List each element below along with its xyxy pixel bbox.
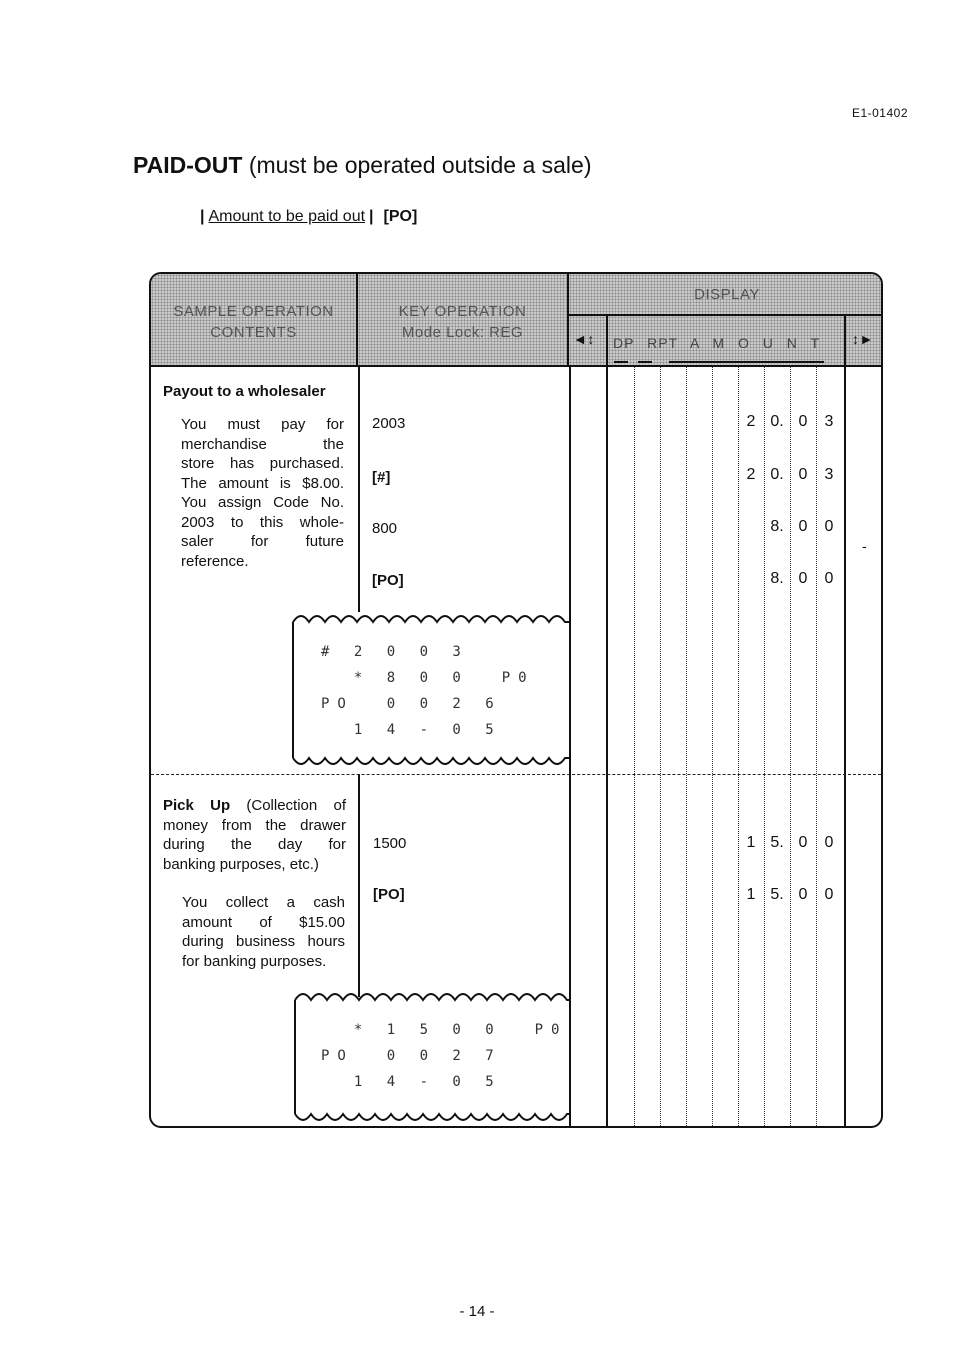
case-1-key: 800 <box>372 520 398 537</box>
display-column-guide <box>738 367 739 1128</box>
page-title <box>133 152 592 179</box>
display-digit: 0 <box>798 466 808 483</box>
syntax-bar-right: | <box>369 208 374 225</box>
operation-syntax <box>196 208 417 226</box>
stray-mark: - <box>862 538 867 554</box>
document-code: E1-01402 <box>851 106 908 120</box>
column-rule <box>358 774 360 997</box>
header-contents-line1: SAMPLE OPERATION <box>173 303 334 320</box>
case-2-heading <box>163 796 346 816</box>
display-digit: 0 <box>798 570 808 587</box>
display-column-guide <box>816 367 817 1128</box>
case-2-line: during the day for <box>163 836 346 853</box>
case-2-key: [PO] <box>373 886 405 903</box>
display-digit: 0. <box>770 413 784 430</box>
display-column-guide <box>686 367 687 1128</box>
page-number: - 14 - <box>459 1303 495 1320</box>
left-arrow-icon: ◄↕ <box>573 331 595 347</box>
receipt-2-line: 1 4 - 0 5 <box>321 1074 502 1090</box>
display-digit: 5. <box>770 834 784 851</box>
case-2-example <box>182 893 345 971</box>
display-digit: 0 <box>824 518 834 535</box>
display-digit: 3 <box>824 413 834 430</box>
header-key-line2: Mode Lock: REG <box>401 324 524 341</box>
case-2-title: Pick Up <box>163 797 231 814</box>
display-digit: 0 <box>798 518 808 535</box>
display-digit: 0 <box>824 886 834 903</box>
display-digit: 2 <box>746 413 756 430</box>
operation-table <box>149 272 883 1128</box>
case-2-line: money from the drawer <box>163 816 346 834</box>
display-digit: 0 <box>824 834 834 851</box>
case-2-line: banking purposes, etc.) <box>163 855 319 873</box>
case-1-key: 2003 <box>372 415 406 432</box>
case-1-line: 2003 to this whole- <box>181 513 344 531</box>
case-1-key: [PO] <box>372 572 404 589</box>
display-column-guide <box>712 367 713 1128</box>
case-2-line: for banking purposes. <box>182 952 327 970</box>
case-2-key: 1500 <box>373 835 407 852</box>
display-digit: 3 <box>824 466 834 483</box>
syntax-bar-left: | <box>200 208 205 225</box>
display-digit: 0 <box>824 570 834 587</box>
column-rule <box>606 367 608 1128</box>
header-key-line1: KEY OPERATION <box>398 303 527 320</box>
receipt-1-line: # 2 0 0 3 <box>321 644 469 660</box>
display-digit: 1 <box>746 886 756 903</box>
display-digit: 0 <box>798 413 808 430</box>
column-rule <box>844 367 846 1128</box>
display-digit: 0 <box>798 886 808 903</box>
case-2-description <box>163 796 346 874</box>
display-column-labels: DP RPT A M O U N T <box>613 335 821 351</box>
case-1-line: store has purchased. <box>181 455 344 472</box>
header-display-title: DISPLAY <box>694 286 760 303</box>
display-digit: 8. <box>770 570 784 587</box>
display-divider-right <box>844 316 846 369</box>
display-divider-left <box>606 316 608 369</box>
display-digit: 0. <box>770 466 784 483</box>
right-arrow-icon: ↕► <box>852 331 874 347</box>
case-2-line: You collect a cash <box>182 894 345 911</box>
case-1-line: merchandise the <box>181 435 344 453</box>
case-1-line: You assign Code No. <box>181 494 344 511</box>
display-digit: 8. <box>770 518 784 535</box>
case-1-line: reference. <box>181 552 249 570</box>
display-underline <box>638 361 652 363</box>
case-1-key: [#] <box>372 469 391 486</box>
receipt-2-line: * 1 5 0 0 P0 <box>321 1022 568 1038</box>
case-1-line: saler for future <box>181 533 344 550</box>
display-digit: 2 <box>746 466 756 483</box>
display-digit: 1 <box>746 834 756 851</box>
display-digit: 5. <box>770 886 784 903</box>
header-display-columns <box>569 314 883 369</box>
case-2-line: during business hours <box>182 933 345 950</box>
case-2-title-rest: (Collection of <box>246 797 346 814</box>
display-column-guide <box>764 367 765 1128</box>
column-rule <box>358 367 360 612</box>
case-separator <box>151 774 881 775</box>
case-1-description <box>181 415 344 571</box>
receipt-2-line: PO 0 0 2 7 <box>321 1048 502 1064</box>
display-column-guide <box>634 367 635 1128</box>
case-1-title: Payout to a wholesaler <box>163 383 326 400</box>
case-1-line: The amount is $8.00. <box>181 474 344 492</box>
case-2-line: amount of $15.00 <box>182 913 345 931</box>
syntax-key: [PO] <box>383 208 418 225</box>
header-contents <box>151 274 358 367</box>
syntax-amount: Amount to be paid out <box>208 208 366 225</box>
receipt-1-line: * 8 0 0 P0 <box>321 670 535 686</box>
header-display <box>569 274 883 367</box>
display-column-guide <box>660 367 661 1128</box>
display-column-guide <box>790 367 791 1128</box>
case-1-line: You must pay for <box>181 416 344 433</box>
display-underline <box>614 361 628 363</box>
header-contents-line2: CONTENTS <box>210 324 297 341</box>
title-keyword: PAID-OUT <box>133 152 243 178</box>
display-digit: 0 <box>798 834 808 851</box>
receipt-1-line: 1 4 - 0 5 <box>321 722 502 738</box>
display-underline <box>669 361 824 363</box>
receipt-1-line: PO 0 0 2 6 <box>321 696 502 712</box>
receipt-1 <box>291 608 571 773</box>
header-key-operation <box>358 274 569 367</box>
title-note: (must be operated outside a sale) <box>248 152 592 178</box>
